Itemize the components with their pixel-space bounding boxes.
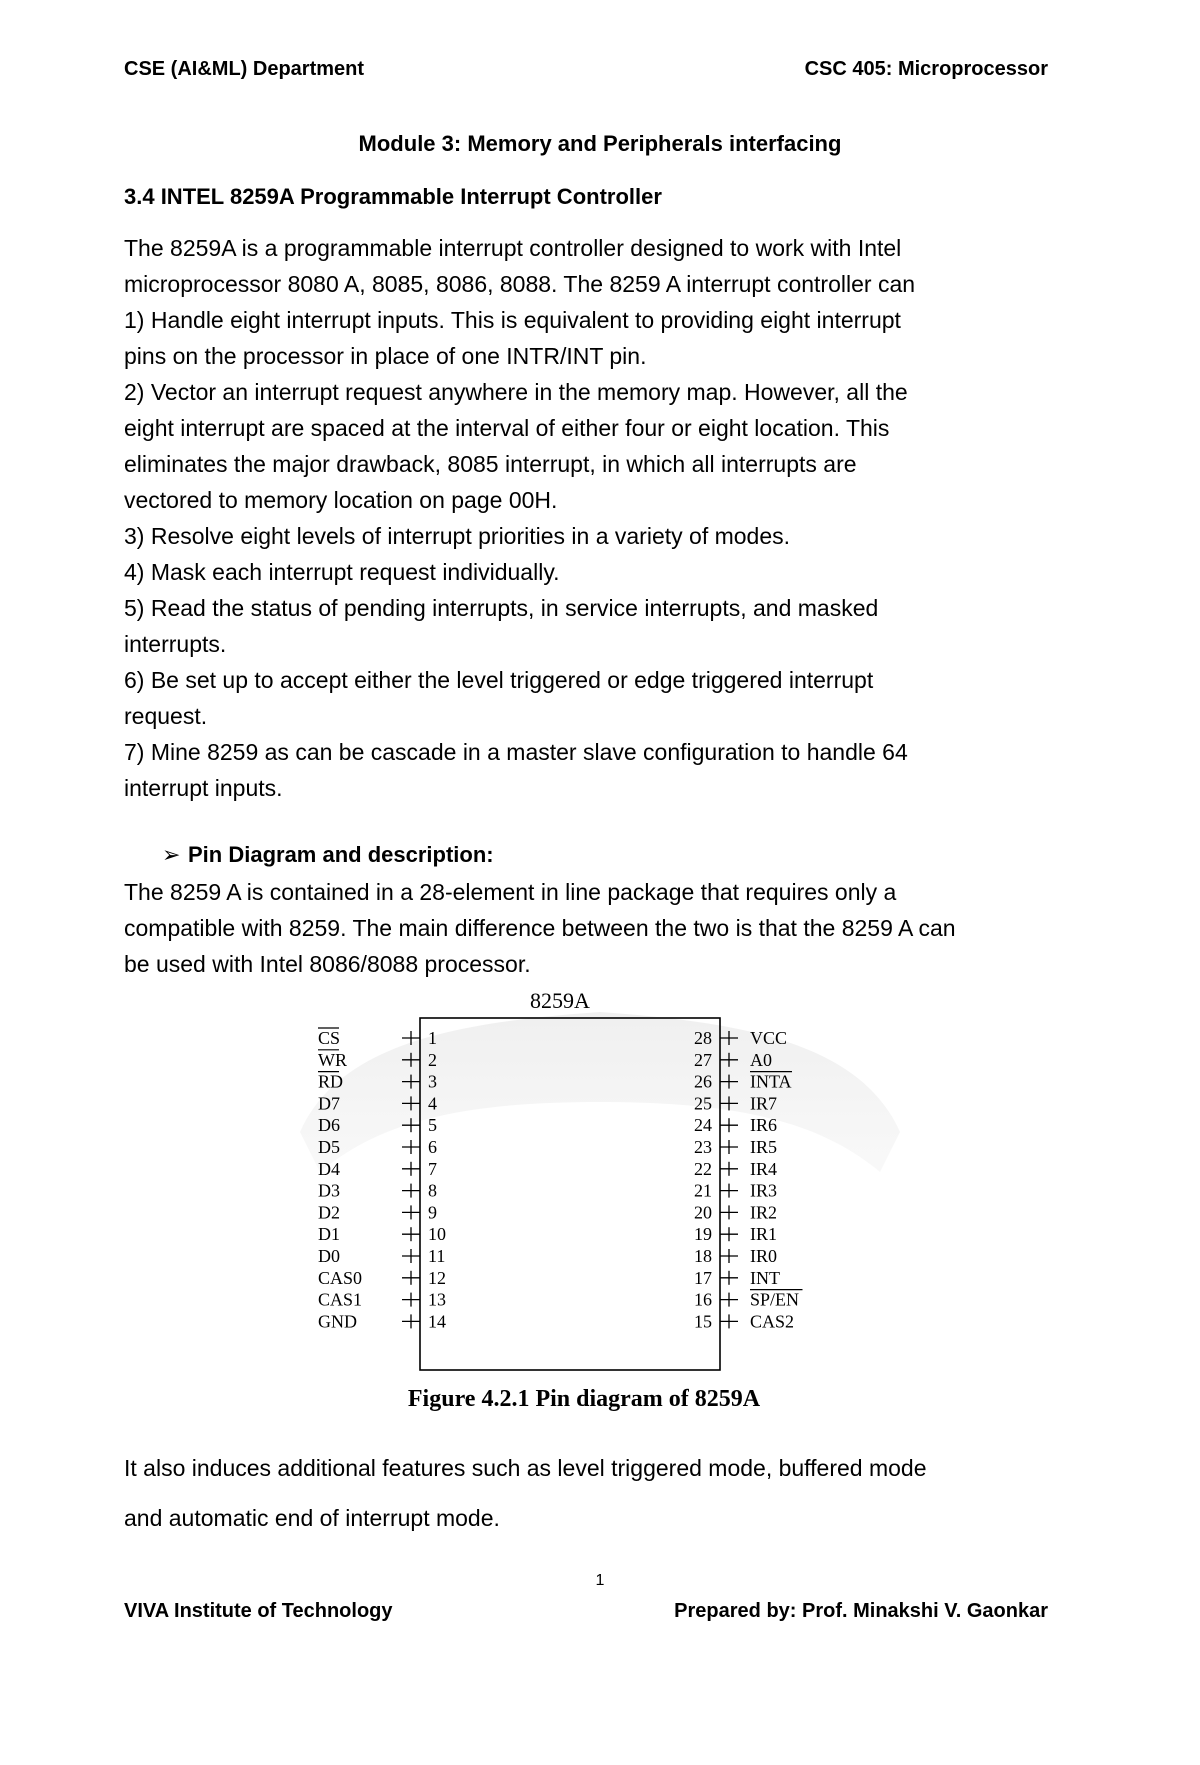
pin-number: 18 [694, 1246, 712, 1266]
pin-description-text [124, 874, 1064, 982]
features-text [124, 1443, 1064, 1543]
text-line: eliminates the major drawback, 8085 interrupt, in which all interrupts are [124, 451, 857, 477]
pin-number: 10 [428, 1224, 446, 1245]
pin-name: IR0 [750, 1246, 777, 1266]
text-line: 7) Mine 8259 as can be cascade in a master slave configuration to handle 64 [124, 739, 908, 765]
footer-author: Prepared by: Prof. Minakshi V. Gaonkar [674, 1600, 1048, 1622]
pin-number: 19 [694, 1224, 712, 1245]
pin-name: INT [750, 1267, 780, 1288]
pin-number: 20 [694, 1202, 712, 1223]
pin-number: 5 [428, 1115, 437, 1136]
pin-number: 6 [428, 1137, 437, 1157]
pin-name: CAS1 [318, 1289, 363, 1310]
pin-name: CS [318, 1028, 341, 1048]
pin-name: D5 [318, 1137, 340, 1157]
pin-name: CAS0 [318, 1267, 363, 1288]
pin-name: IR1 [750, 1224, 777, 1245]
pin-number: 14 [428, 1311, 446, 1332]
pin-number: 28 [694, 1028, 712, 1048]
pin-name: D3 [318, 1180, 340, 1201]
pin-name: D1 [318, 1224, 340, 1245]
page-number: 1 [595, 1572, 605, 1589]
text-line: eight interrupt are spaced at the interval of either four or eight location. This [124, 415, 890, 441]
text-line: 1) Handle eight interrupt inputs. This is equivalent to providing eight interrupt [124, 307, 901, 333]
pin-number: 23 [694, 1137, 712, 1157]
text-line: The 8259A is a programmable interrupt controller designed to work with Intel [124, 235, 902, 261]
pin-name: GND [318, 1311, 357, 1332]
watermark-shape [300, 1012, 900, 1172]
pin-name: SP/EN [750, 1289, 800, 1310]
pin-number: 17 [694, 1267, 712, 1288]
header-department: CSE (AI&ML) Department [124, 58, 365, 80]
text-line: and automatic end of interrupt mode. [124, 1505, 500, 1531]
pin-number: 25 [694, 1093, 712, 1114]
pin-name: IR4 [750, 1158, 777, 1179]
pin-number: 2 [428, 1049, 437, 1070]
pin-number: 1 [428, 1028, 437, 1048]
pin-name: A0 [750, 1049, 772, 1070]
pin-name: D2 [318, 1202, 340, 1223]
page-title: Module 3: Memory and Peripherals interfacing [358, 131, 842, 156]
pin-name: IR3 [750, 1180, 777, 1201]
chip-label: 8259A [530, 988, 590, 1013]
pin-name: VCC [750, 1028, 788, 1048]
pin-number: 24 [694, 1115, 712, 1136]
text-line: microprocessor 8080 A, 8085, 8086, 8088. The 8259 A interrupt controller can [124, 271, 916, 297]
pin-number: 3 [428, 1071, 437, 1092]
pin-number: 26 [694, 1071, 712, 1092]
arrow-bullet-icon: ➢ [162, 842, 181, 867]
header-course: CSC 405: Microprocessor [804, 58, 1048, 80]
pin-name: WR [318, 1049, 347, 1070]
pin-name: D7 [318, 1093, 340, 1114]
pin-number: 27 [694, 1049, 712, 1070]
pin-diagram-heading-label: Pin Diagram and description: [188, 842, 494, 867]
footer-institute: VIVA Institute of Technology [124, 1600, 393, 1622]
figure-caption: Figure 4.2.1 Pin diagram of 8259A [407, 1386, 761, 1412]
text-line: pins on the processor in place of one INTR/INT pin. [124, 343, 647, 369]
pin-number: 9 [428, 1202, 437, 1223]
text-line: The 8259 A is contained in a 28-element in line package that requires only a [124, 879, 897, 905]
pin-name: RD [318, 1071, 344, 1092]
pin-name: D0 [318, 1246, 340, 1266]
section-heading: 3.4 INTEL 8259A Programmable Interrupt Controller [124, 184, 662, 209]
text-line: be used with Intel 8086/8088 processor. [124, 951, 531, 977]
pin-name: IR7 [750, 1093, 777, 1114]
pin-name: IR5 [750, 1137, 777, 1157]
pin-number: 8 [428, 1180, 437, 1201]
pin-number: 15 [694, 1311, 712, 1332]
pin-name: IR2 [750, 1202, 777, 1223]
text-line: 6) Be set up to accept either the level triggered or edge triggered interrupt [124, 667, 874, 693]
text-line: 4) Mask each interrupt request individually. [124, 559, 560, 585]
text-line: compatible with 8259. The main difference between the two is that the 8259 A can [124, 915, 956, 941]
pin-name: INTA [750, 1071, 792, 1092]
text-line: vectored to memory location on page 00H. [124, 487, 558, 513]
pin-name: CAS2 [750, 1311, 795, 1332]
pin-name: D6 [318, 1115, 340, 1136]
pin-diagram-figure [280, 982, 920, 1422]
text-line: 5) Read the status of pending interrupts, in service interrupts, and masked [124, 595, 879, 621]
pin-number: 13 [428, 1289, 446, 1310]
pin-diagram-heading [162, 842, 494, 868]
text-line: interrupt inputs. [124, 775, 283, 801]
pin-number: 22 [694, 1158, 712, 1179]
text-line: interrupts. [124, 631, 227, 657]
pin-number: 7 [428, 1158, 437, 1179]
pin-name: D4 [318, 1158, 340, 1179]
text-line: It also induces additional features such as level triggered mode, buffered mode [124, 1455, 927, 1481]
text-line: 2) Vector an interrupt request anywhere in the memory map. However, all the [124, 379, 908, 405]
text-line: 3) Resolve eight levels of interrupt priorities in a variety of modes. [124, 523, 791, 549]
pin-number: 21 [694, 1180, 712, 1201]
pin-number: 11 [428, 1246, 446, 1266]
pin-number: 12 [428, 1267, 446, 1288]
pin-number: 16 [694, 1289, 712, 1310]
text-line: request. [124, 703, 208, 729]
pin-name: IR6 [750, 1115, 777, 1136]
intro-text [124, 230, 1064, 806]
pin-number: 4 [428, 1093, 437, 1114]
